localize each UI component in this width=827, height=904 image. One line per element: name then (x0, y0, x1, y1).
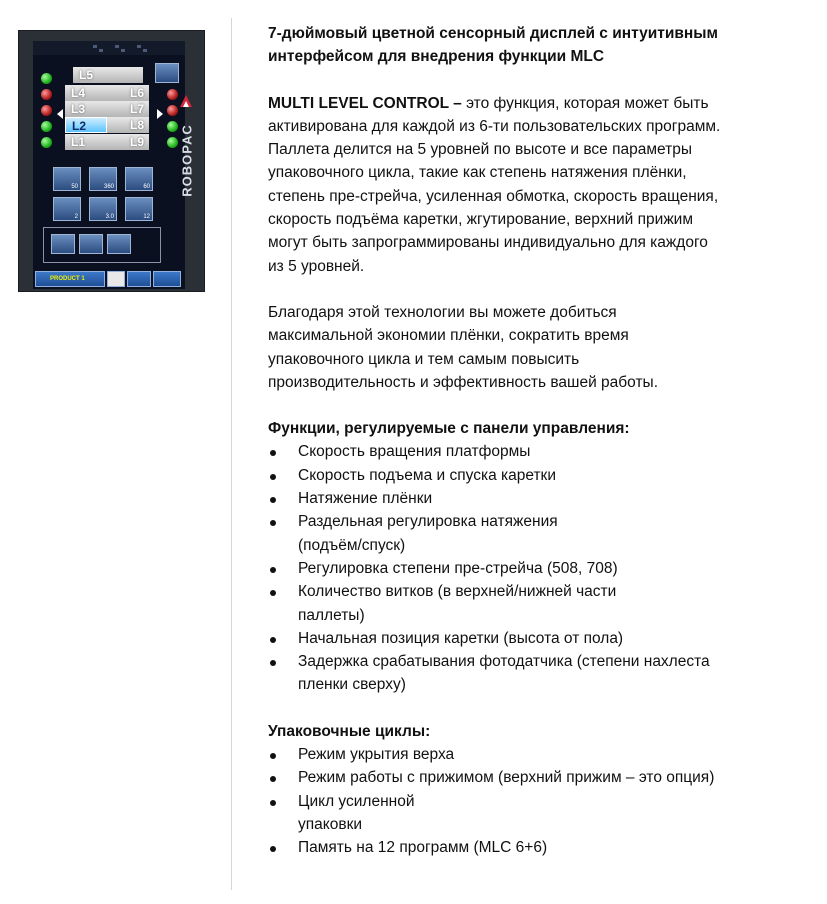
minus-icon[interactable] (51, 234, 75, 254)
rotation-speed-button[interactable] (53, 167, 81, 191)
level-l3[interactable]: L3 (65, 101, 105, 117)
level-l2[interactable]: L2 (65, 117, 107, 133)
list-item: Цикл усиленной упаковки (268, 790, 808, 837)
tension-button[interactable] (89, 197, 117, 221)
button-value: 3.0 (105, 214, 114, 220)
mlc-line: степень пре-стрейча, усиленная обмотка, скорость вращения, (268, 187, 719, 205)
list-item: Натяжение плёнки (268, 487, 808, 510)
list-item: Регулировка степени пре-стрейча (508, 708) (268, 557, 808, 580)
mlc-term: MULTI LEVEL CONTROL – (268, 94, 462, 112)
cycles-list (268, 743, 808, 859)
tools-tab-icon[interactable] (127, 271, 151, 287)
mlc-text: это функция, которая может быть (461, 94, 709, 112)
control-panel-image (18, 30, 205, 292)
benefit-line: Благодаря этой технологии вы можете добиться (268, 303, 617, 321)
turns-button[interactable] (89, 167, 117, 191)
list-item: Память на 12 программ (MLC 6+6) (268, 836, 808, 859)
button-value: 50 (71, 184, 78, 190)
level-l9[interactable]: L9 (107, 134, 149, 150)
button-value: 60 (143, 184, 150, 190)
mlc-line: упаковочного цикла, такие как степень натяжения плёнки, (268, 164, 687, 182)
vertical-divider (231, 18, 232, 890)
description (268, 22, 808, 860)
reinforcement-button[interactable] (53, 197, 81, 221)
list-item: Начальная позиция каретки (высота от пола) (268, 627, 808, 650)
product-label: PRODUCT 1 (50, 276, 85, 282)
mlc-line: активирована для каждой из 6-ти пользовательских программ. (268, 117, 721, 135)
title-line: 7-дюймовый цветной сенсорный дисплей с интуитивным (268, 25, 718, 42)
screen-status-bar (33, 41, 185, 55)
arrow-left-icon[interactable] (57, 109, 63, 119)
level-l4[interactable]: L4 (65, 85, 105, 101)
arrow-right-icon[interactable] (157, 109, 163, 119)
top-press-icon[interactable] (107, 234, 131, 254)
prestretch-button[interactable] (125, 197, 153, 221)
level-l6[interactable]: L6 (105, 85, 149, 101)
functions-heading: Функции, регулируемые с панели управления: (268, 420, 630, 438)
product-tab[interactable] (35, 271, 105, 287)
list-item: Режим укрытия верха (268, 743, 808, 766)
list-item: Раздельная регулировка натяжения (подъём/спуск) (268, 510, 808, 557)
level-l8[interactable]: L8 (107, 117, 149, 133)
mlc-line: могут быть запрограммированы индивидуально для каждого (268, 234, 708, 252)
mlc-line: Паллета делится на 5 уровней по высоте и все параметры (268, 141, 692, 159)
pallet-view-icon[interactable] (155, 63, 179, 83)
functions-list (268, 440, 808, 696)
level-l1[interactable]: L1 (65, 134, 107, 150)
button-value: 12 (143, 214, 150, 220)
list-item: Количество витков (в верхней/нижней части паллеты) (268, 580, 808, 627)
list-item: Скорость вращения платформы (268, 440, 808, 463)
mlc-line: скорость подъёма каретки, жгутирование, верхний прижим (268, 211, 694, 229)
brand-strip (174, 93, 198, 233)
list-item: Скорость подъема и спуска каретки (268, 464, 808, 487)
benefit-line: максимальной экономии плёнки, сократить время (268, 327, 629, 345)
button-value: 360 (103, 184, 114, 190)
list-item: Режим работы с прижимом (верхний прижим – это опция) (268, 766, 808, 789)
touch-screen (33, 41, 185, 289)
benefit-line: производительность и эффективность вашей работы. (268, 373, 659, 391)
level-l5[interactable]: L5 (73, 67, 143, 83)
benefit-line: упаковочного цикла и тем самым повысить (268, 350, 580, 368)
cycles-heading: Упаковочные циклы: (268, 722, 431, 740)
led-indicator (41, 73, 52, 84)
list-item: Задержка срабатывания фотодатчика (степени нахлеста пленки сверху) (268, 650, 808, 697)
led-indicator (41, 121, 52, 132)
level-l7[interactable]: L7 (105, 101, 149, 117)
operator-tab-icon[interactable] (107, 271, 125, 287)
mlc-line (268, 92, 808, 115)
led-indicator (41, 137, 52, 148)
title-line: интерфейсом для внедрения функции MLC (268, 48, 605, 66)
led-indicator (41, 89, 52, 100)
settings-tab-icon[interactable] (153, 271, 181, 287)
up-down-icon[interactable] (79, 234, 103, 254)
brand-name: ROBOPAC (179, 124, 195, 197)
carriage-speed-button[interactable] (125, 167, 153, 191)
led-indicator (41, 105, 52, 116)
mlc-line: из 5 уровней. (268, 257, 365, 275)
button-value: 2 (74, 214, 78, 220)
